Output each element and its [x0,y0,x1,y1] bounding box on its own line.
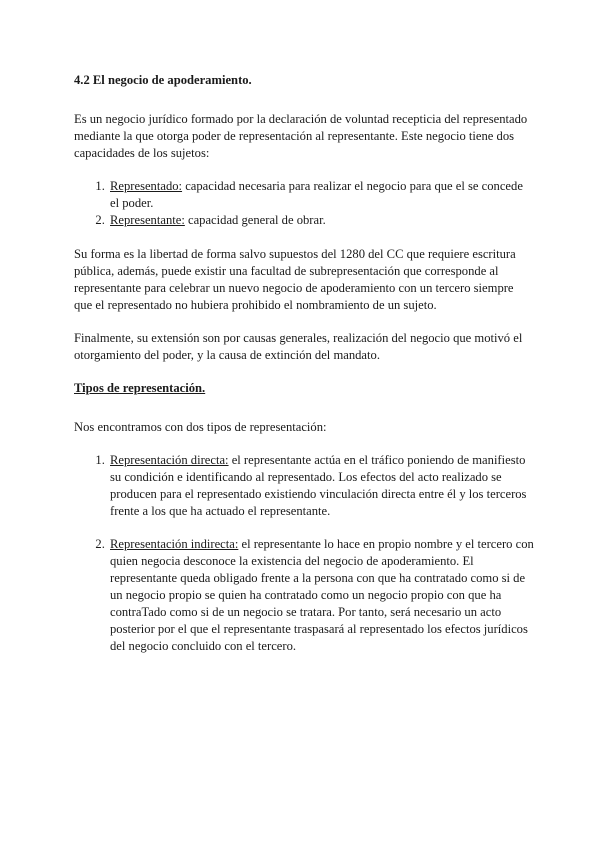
section-heading-apoderamiento: 4.2 El negocio de apoderamiento. [74,73,252,87]
capacities-list [74,178,534,229]
term-label: Representación indirecta: [110,537,239,551]
extinction-paragraph: Finalmente, su extensión son por causas generales, realización del negocio que motivó el otorgamiento del poder, y la causa de extinción del mandato. [74,331,523,362]
term-description: capacidad necesaria para realizar el negocio para que el se concede el poder. [110,179,523,210]
term-label: Representación directa: [110,453,229,467]
term-description: capacidad general de obrar. [184,213,326,227]
form-paragraph: Su forma es la libertad de forma salvo supuestos del 1280 del CC que requiere escritura pública, además, puede existir una facultad de subrepresentación que corresponde al representante para celebrar un nuevo negocio de apoderamiento con un tercero siempre que el representado no hubiera prohibido el nombramiento de un sujeto. [74,247,516,312]
list-item [108,536,534,655]
term-description: el representante lo hace en propio nombre y el tercero con quien negocia desconoce la existencia del negocio de apoderamiento. El representante queda obligado frente a la persona con que ha contratado como si de un negocio propio se quien ha contratado como un negocio propio con que ha contraTado como si de un negocio se tratara. Por tanto, será necesario un acto posterior por el que el representante traspasará al representado los efectos jurídicos del negocio concluido con el tercero. [110,537,534,653]
list-item [108,212,534,229]
list-item [108,178,534,212]
term-description: el representante actúa en el tráfico poniendo de manifiesto su condición e identificando al representado. Los efectos del acto realizado se producen para el representado existiendo vinculación directa entre él y los terceros frente a los que ha actuado el representante. [110,453,527,518]
term-label: Representante: [110,213,185,227]
list-item [108,452,534,520]
representation-types-list [74,452,534,655]
intro-paragraph: Es un negocio jurídico formado por la declaración de voluntad recepticia del representado mediante la que otorga poder de representación al representante. Este negocio tiene dos capacidades de los sujetos: [74,112,528,160]
types-intro-paragraph: Nos encontramos con dos tipos de representación: [74,420,327,434]
section-heading-tipos: Tipos de representación. [74,381,206,395]
document-page [74,72,534,672]
term-label: Representado: [110,179,183,193]
